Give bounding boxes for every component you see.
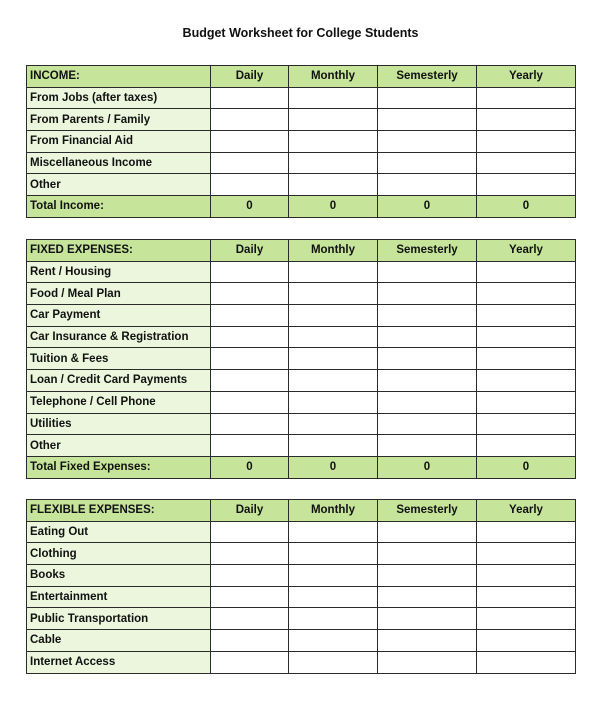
row-label: Books (27, 565, 211, 587)
cell-semesterly[interactable] (378, 565, 477, 587)
cell-semesterly[interactable] (378, 109, 477, 131)
cell-daily[interactable] (211, 586, 289, 608)
column-header-semesterly: Semesterly (378, 240, 477, 262)
fixed-header-row (27, 240, 576, 262)
total-yearly: 0 (477, 456, 576, 478)
cell-daily[interactable] (211, 131, 289, 153)
cell-daily[interactable] (211, 326, 289, 348)
cell-monthly[interactable] (289, 152, 378, 174)
row-label: Public Transportation (27, 608, 211, 630)
total-semesterly: 0 (378, 196, 477, 218)
row-label: Tuition & Fees (27, 348, 211, 370)
cell-daily[interactable] (211, 305, 289, 327)
cell-daily[interactable] (211, 435, 289, 457)
column-header-daily: Daily (211, 66, 289, 88)
row-label: Rent / Housing (27, 261, 211, 283)
column-header-daily: Daily (211, 500, 289, 522)
cell-semesterly[interactable] (378, 543, 477, 565)
cell-yearly[interactable] (477, 413, 576, 435)
cell-daily[interactable] (211, 152, 289, 174)
cell-yearly[interactable] (477, 326, 576, 348)
table-row (27, 608, 576, 630)
table-row (27, 521, 576, 543)
column-header-yearly: Yearly (477, 240, 576, 262)
cell-yearly[interactable] (477, 109, 576, 131)
cell-semesterly[interactable] (378, 608, 477, 630)
total-income-label: Total Income: (27, 196, 211, 218)
cell-daily[interactable] (211, 608, 289, 630)
cell-yearly[interactable] (477, 630, 576, 652)
cell-daily[interactable] (211, 630, 289, 652)
income-header-row (27, 66, 576, 88)
cell-monthly[interactable] (289, 521, 378, 543)
cell-semesterly[interactable] (378, 435, 477, 457)
total-daily: 0 (211, 196, 289, 218)
cell-daily[interactable] (211, 543, 289, 565)
cell-monthly[interactable] (289, 391, 378, 413)
total-yearly: 0 (477, 196, 576, 218)
cell-daily[interactable] (211, 651, 289, 673)
cell-monthly[interactable] (289, 348, 378, 370)
page-title: Budget Worksheet for College Students (182, 26, 419, 40)
row-label: From Financial Aid (27, 131, 211, 153)
cell-yearly[interactable] (477, 391, 576, 413)
table-row (27, 630, 576, 652)
row-label: Miscellaneous Income (27, 152, 211, 174)
cell-monthly[interactable] (289, 131, 378, 153)
table-row (27, 87, 576, 109)
cell-semesterly[interactable] (378, 391, 477, 413)
cell-monthly[interactable] (289, 109, 378, 131)
row-label: Other (27, 435, 211, 457)
row-label: Loan / Credit Card Payments (27, 370, 211, 392)
cell-semesterly[interactable] (378, 261, 477, 283)
cell-daily[interactable] (211, 109, 289, 131)
total-semesterly: 0 (378, 456, 477, 478)
table-row (27, 586, 576, 608)
cell-daily[interactable] (211, 87, 289, 109)
table-row (27, 651, 576, 673)
cell-semesterly[interactable] (378, 348, 477, 370)
fixed-heading: FIXED EXPENSES: (27, 240, 211, 262)
table-row (27, 131, 576, 153)
table-row (27, 435, 576, 457)
cell-monthly[interactable] (289, 326, 378, 348)
row-label: Cable (27, 630, 211, 652)
cell-monthly[interactable] (289, 413, 378, 435)
cell-monthly[interactable] (289, 174, 378, 196)
income-total-row (27, 196, 576, 218)
cell-daily[interactable] (211, 261, 289, 283)
table-row (27, 109, 576, 131)
cell-yearly[interactable] (477, 348, 576, 370)
row-label: Car Payment (27, 305, 211, 327)
table-row (27, 326, 576, 348)
cell-yearly[interactable] (477, 305, 576, 327)
cell-semesterly[interactable] (378, 87, 477, 109)
table-row (27, 174, 576, 196)
row-label: From Parents / Family (27, 109, 211, 131)
cell-semesterly[interactable] (378, 586, 477, 608)
cell-daily[interactable] (211, 174, 289, 196)
cell-yearly[interactable] (477, 131, 576, 153)
row-label: Telephone / Cell Phone (27, 391, 211, 413)
flexible-expenses-table (26, 499, 576, 674)
cell-yearly[interactable] (477, 87, 576, 109)
column-header-monthly: Monthly (289, 500, 378, 522)
cell-monthly[interactable] (289, 370, 378, 392)
cell-daily[interactable] (211, 391, 289, 413)
total-monthly: 0 (289, 196, 378, 218)
cell-yearly[interactable] (477, 370, 576, 392)
flexible-heading: FLEXIBLE EXPENSES: (27, 500, 211, 522)
total-monthly: 0 (289, 456, 378, 478)
cell-yearly[interactable] (477, 174, 576, 196)
flexible-header-row (27, 500, 576, 522)
income-heading: INCOME: (27, 66, 211, 88)
cell-daily[interactable] (211, 565, 289, 587)
cell-daily[interactable] (211, 413, 289, 435)
cell-semesterly[interactable] (378, 370, 477, 392)
cell-monthly[interactable] (289, 608, 378, 630)
cell-yearly[interactable] (477, 521, 576, 543)
cell-monthly[interactable] (289, 565, 378, 587)
column-header-daily: Daily (211, 240, 289, 262)
column-header-monthly: Monthly (289, 66, 378, 88)
cell-yearly[interactable] (477, 651, 576, 673)
cell-monthly[interactable] (289, 543, 378, 565)
cell-semesterly[interactable] (378, 174, 477, 196)
cell-yearly[interactable] (477, 283, 576, 305)
cell-yearly[interactable] (477, 586, 576, 608)
column-header-semesterly: Semesterly (378, 66, 477, 88)
income-table (26, 65, 576, 218)
row-label: Car Insurance & Registration (27, 326, 211, 348)
column-header-yearly: Yearly (477, 66, 576, 88)
cell-yearly[interactable] (477, 565, 576, 587)
cell-yearly[interactable] (477, 608, 576, 630)
table-row (27, 305, 576, 327)
cell-monthly[interactable] (289, 630, 378, 652)
total-daily: 0 (211, 456, 289, 478)
column-header-semesterly: Semesterly (378, 500, 477, 522)
cell-monthly[interactable] (289, 435, 378, 457)
cell-semesterly[interactable] (378, 413, 477, 435)
cell-semesterly[interactable] (378, 131, 477, 153)
cell-yearly[interactable] (477, 261, 576, 283)
cell-semesterly[interactable] (378, 152, 477, 174)
table-row (27, 391, 576, 413)
row-label: Other (27, 174, 211, 196)
cell-monthly[interactable] (289, 87, 378, 109)
row-label: Clothing (27, 543, 211, 565)
table-row (27, 283, 576, 305)
cell-monthly[interactable] (289, 305, 378, 327)
cell-semesterly[interactable] (378, 305, 477, 327)
cell-daily[interactable] (211, 348, 289, 370)
cell-yearly[interactable] (477, 543, 576, 565)
table-row (27, 370, 576, 392)
cell-monthly[interactable] (289, 651, 378, 673)
row-label: Internet Access (27, 651, 211, 673)
column-header-monthly: Monthly (289, 240, 378, 262)
cell-semesterly[interactable] (378, 283, 477, 305)
cell-yearly[interactable] (477, 152, 576, 174)
cell-semesterly[interactable] (378, 630, 477, 652)
cell-daily[interactable] (211, 521, 289, 543)
row-label: From Jobs (after taxes) (27, 87, 211, 109)
row-label: Food / Meal Plan (27, 283, 211, 305)
cell-semesterly[interactable] (378, 521, 477, 543)
total-fixed-expenses-label: Total Fixed Expenses: (27, 456, 211, 478)
cell-semesterly[interactable] (378, 326, 477, 348)
cell-monthly[interactable] (289, 261, 378, 283)
table-row (27, 565, 576, 587)
column-header-yearly: Yearly (477, 500, 576, 522)
cell-yearly[interactable] (477, 435, 576, 457)
table-row (27, 413, 576, 435)
table-row (27, 261, 576, 283)
fixed-total-row (27, 456, 576, 478)
row-label: Utilities (27, 413, 211, 435)
cell-daily[interactable] (211, 283, 289, 305)
cell-monthly[interactable] (289, 586, 378, 608)
row-label: Eating Out (27, 521, 211, 543)
table-row (27, 543, 576, 565)
table-row (27, 348, 576, 370)
table-row (27, 152, 576, 174)
cell-semesterly[interactable] (378, 651, 477, 673)
cell-daily[interactable] (211, 370, 289, 392)
row-label: Entertainment (27, 586, 211, 608)
fixed-expenses-table (26, 239, 576, 479)
cell-monthly[interactable] (289, 283, 378, 305)
